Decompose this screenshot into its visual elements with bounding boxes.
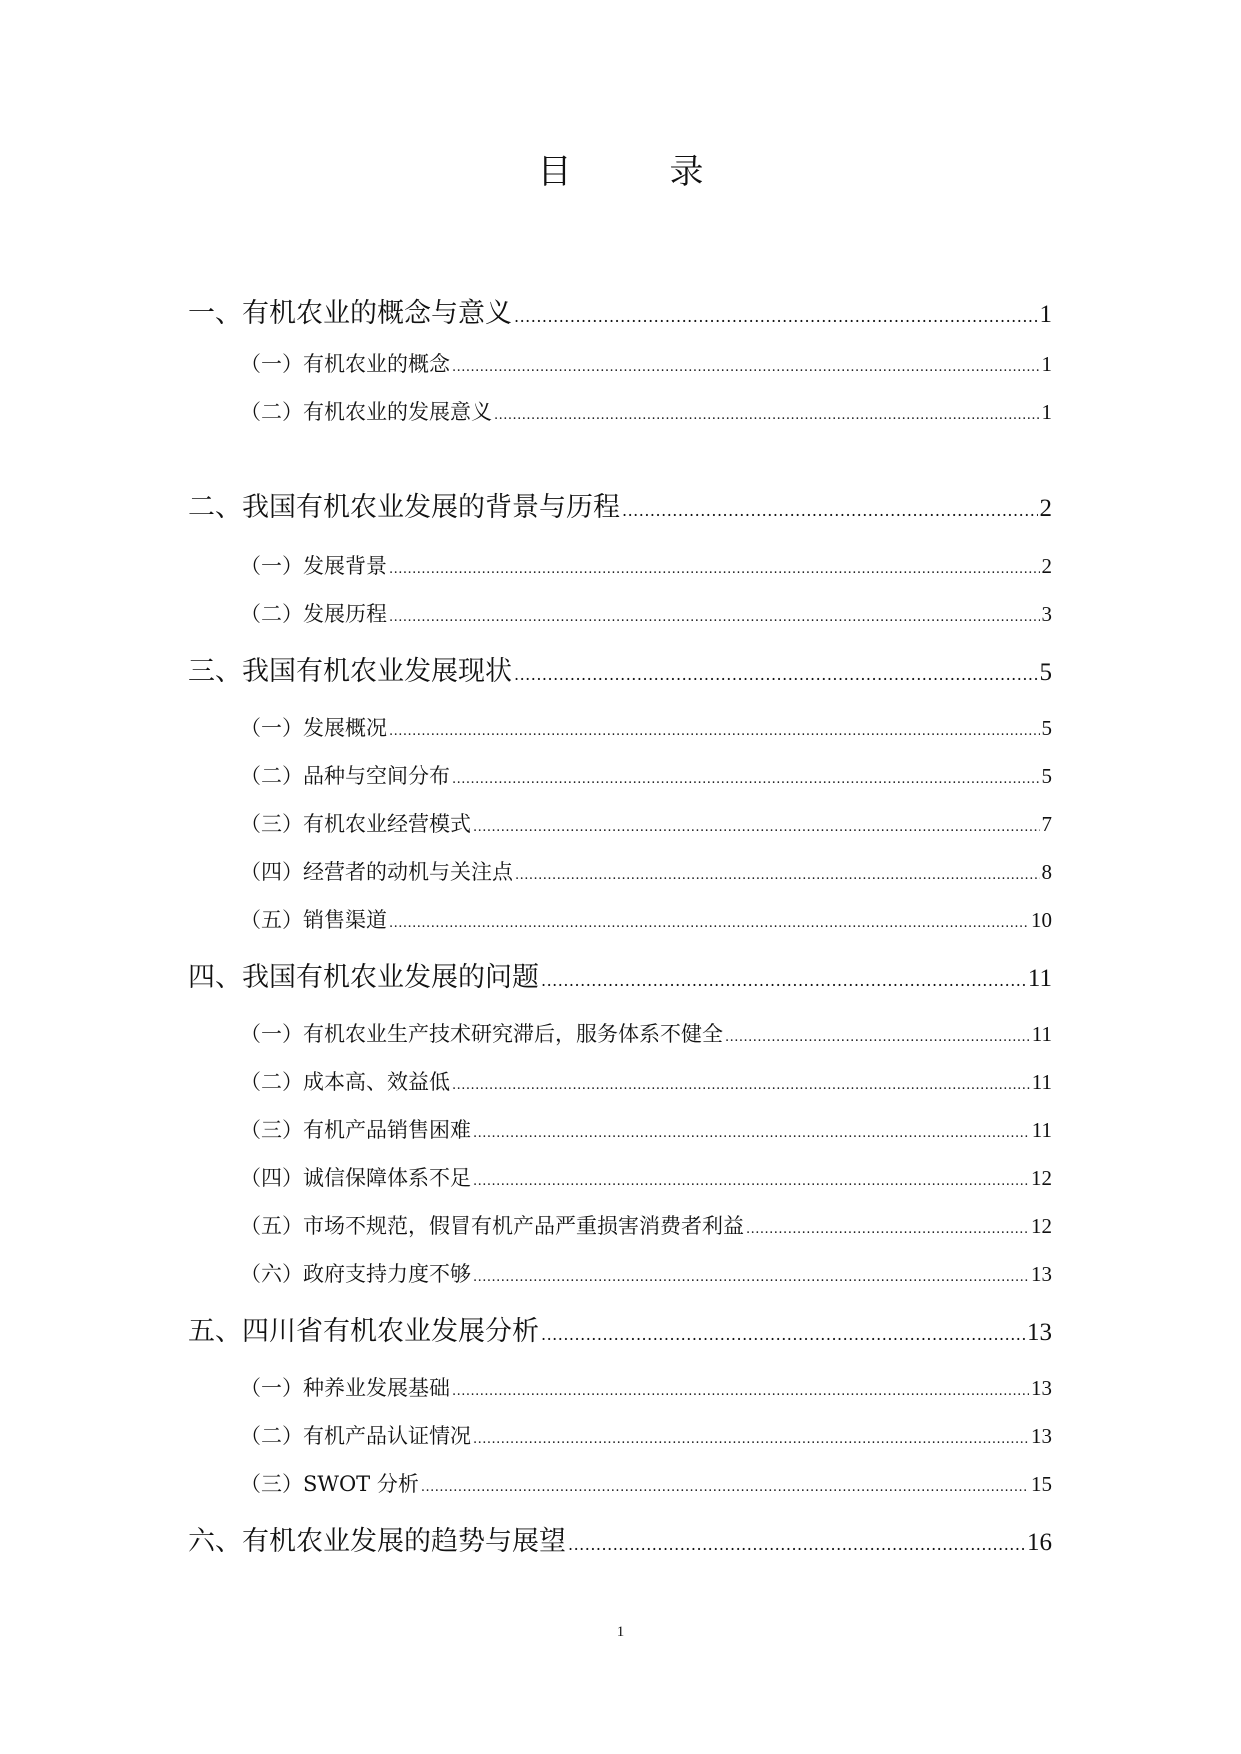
- toc-entry-label: （六）政府支持力度不够: [240, 1262, 471, 1286]
- toc-entry-label: （一）种养业发展基础: [240, 1376, 450, 1400]
- toc-entry-page: 11: [1031, 1070, 1052, 1094]
- dot-leader: [515, 862, 1040, 890]
- page-number: 1: [616, 1624, 625, 1640]
- dot-leader: [389, 604, 1040, 632]
- toc-entry-section-3-5[interactable]: [240, 906, 1052, 938]
- toc-entry-chapter-2[interactable]: [188, 490, 1052, 529]
- dot-leader: [514, 299, 1038, 335]
- toc-entry-section-5-3[interactable]: [240, 1470, 1052, 1502]
- toc-entry-label: （二）有机农业的发展意义: [240, 400, 492, 424]
- dot-leader: [622, 493, 1038, 529]
- toc-entry-chapter-3[interactable]: [188, 654, 1052, 693]
- toc-entry-page: 2: [1041, 554, 1052, 578]
- dot-leader: [421, 1474, 1029, 1502]
- toc-entry-section-5-1[interactable]: [240, 1374, 1052, 1406]
- toc-entry-label: （五）市场不规范，假冒有机产品严重损害消费者利益: [240, 1214, 744, 1238]
- dot-leader: [514, 657, 1038, 693]
- dot-leader: [389, 556, 1040, 584]
- toc-entry-label: 一、有机农业的概念与意义: [188, 298, 512, 329]
- toc-entry-label: （二）有机产品认证情况: [240, 1424, 471, 1448]
- toc-entry-label: 四、我国有机农业发展的问题: [188, 962, 539, 993]
- toc-entry-page: 1: [1041, 400, 1052, 424]
- dot-leader: [725, 1024, 1030, 1052]
- toc-entry-page: 1: [1041, 352, 1052, 376]
- toc-entry-label: （四）经营者的动机与关注点: [240, 860, 513, 884]
- toc-entry-page: 16: [1027, 1529, 1052, 1556]
- dot-leader: [568, 1527, 1025, 1563]
- toc-entry-label: （二）发展历程: [240, 602, 387, 626]
- toc-entry-label: 二、我国有机农业发展的背景与历程: [188, 492, 620, 523]
- toc-entry-section-3-3[interactable]: [240, 810, 1052, 842]
- dot-leader: [473, 1120, 1030, 1148]
- toc-entry-page: 15: [1031, 1472, 1052, 1496]
- toc-title: 目 录: [537, 152, 736, 192]
- toc-entry-page: 13: [1027, 1319, 1052, 1346]
- toc-entry-label: （一）有机农业的概念: [240, 352, 450, 376]
- toc-entry-page: 13: [1031, 1262, 1052, 1286]
- dot-leader: [473, 1264, 1029, 1292]
- dot-leader: [473, 814, 1040, 842]
- toc-entry-page: 11: [1031, 1118, 1052, 1142]
- toc-entry-section-1-2[interactable]: [240, 398, 1052, 430]
- dot-leader: [452, 354, 1040, 382]
- toc-entry-section-4-1[interactable]: [240, 1020, 1052, 1052]
- dot-leader: [494, 402, 1040, 430]
- toc-entry-section-3-1[interactable]: [240, 714, 1052, 746]
- toc-entry-page: 13: [1031, 1376, 1052, 1400]
- toc-entry-page: 3: [1041, 602, 1052, 626]
- dot-leader: [473, 1426, 1029, 1454]
- toc-entry-label: （三）SWOT 分析: [240, 1472, 419, 1496]
- toc-entry-chapter-1[interactable]: [188, 296, 1052, 335]
- toc-entry-page: 5: [1041, 716, 1052, 740]
- toc-entry-section-3-2[interactable]: [240, 762, 1052, 794]
- toc-entry-label: （一）发展背景: [240, 554, 387, 578]
- toc-entry-section-5-2[interactable]: [240, 1422, 1052, 1454]
- toc-entry-section-2-2[interactable]: [240, 600, 1052, 632]
- toc-entry-label: （三）有机产品销售困难: [240, 1118, 471, 1142]
- dot-leader: [473, 1168, 1029, 1196]
- dot-leader: [452, 766, 1040, 794]
- toc-entry-page: 11: [1027, 965, 1052, 992]
- toc-entry-page: 1: [1039, 301, 1052, 328]
- toc-entry-page: 12: [1031, 1166, 1052, 1190]
- toc-entry-section-3-4[interactable]: [240, 858, 1052, 890]
- toc-entry-page: 13: [1031, 1424, 1052, 1448]
- toc-entry-label: （二）品种与空间分布: [240, 764, 450, 788]
- toc-entry-section-1-1[interactable]: [240, 350, 1052, 382]
- dot-leader: [541, 963, 1026, 999]
- toc-entry-label: （一）有机农业生产技术研究滞后，服务体系不健全: [240, 1022, 723, 1046]
- toc-entry-label: （五）销售渠道: [240, 908, 387, 932]
- toc-entry-chapter-5[interactable]: [188, 1314, 1052, 1353]
- dot-leader: [389, 910, 1029, 938]
- toc-entry-page: 5: [1041, 764, 1052, 788]
- toc-entry-label: （三）有机农业经营模式: [240, 812, 471, 836]
- toc-entry-section-2-1[interactable]: [240, 552, 1052, 584]
- toc-entry-section-4-4[interactable]: [240, 1164, 1052, 1196]
- toc-entry-section-4-6[interactable]: [240, 1260, 1052, 1292]
- toc-entry-page: 2: [1039, 495, 1052, 522]
- toc-entry-label: （二）成本高、效益低: [240, 1070, 450, 1094]
- toc-entry-section-4-3[interactable]: [240, 1116, 1052, 1148]
- dot-leader: [746, 1216, 1029, 1244]
- toc-entry-label: （四）诚信保障体系不足: [240, 1166, 471, 1190]
- toc-entry-page: 10: [1031, 908, 1052, 932]
- toc-entry-page: 12: [1031, 1214, 1052, 1238]
- toc-entry-label: 五、四川省有机农业发展分析: [188, 1316, 539, 1347]
- toc-entry-chapter-6[interactable]: [188, 1524, 1052, 1563]
- toc-entry-page: 8: [1041, 860, 1052, 884]
- toc-entry-section-4-2[interactable]: [240, 1068, 1052, 1100]
- toc-entry-chapter-4[interactable]: [188, 960, 1052, 999]
- toc-entry-page: 5: [1039, 659, 1052, 686]
- toc-entry-page: 11: [1031, 1022, 1052, 1046]
- dot-leader: [452, 1072, 1030, 1100]
- dot-leader: [389, 718, 1040, 746]
- toc-entry-page: 7: [1041, 812, 1052, 836]
- dot-leader: [541, 1317, 1025, 1353]
- dot-leader: [452, 1378, 1029, 1406]
- toc-entry-section-4-5[interactable]: [240, 1212, 1052, 1244]
- toc-entry-label: 六、有机农业发展的趋势与展望: [188, 1526, 566, 1557]
- toc-entry-label: （一）发展概况: [240, 716, 387, 740]
- toc-entry-label: 三、我国有机农业发展现状: [188, 656, 512, 687]
